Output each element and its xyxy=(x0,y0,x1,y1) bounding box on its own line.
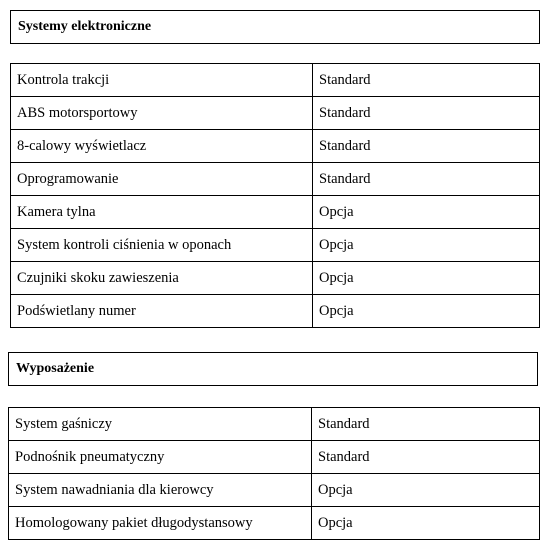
table-row xyxy=(9,441,540,474)
feature-value: Standard xyxy=(312,441,540,474)
feature-value: Opcja xyxy=(313,262,540,295)
feature-value: Standard xyxy=(313,130,540,163)
feature-value: Opcja xyxy=(312,507,540,540)
feature-value: Standard xyxy=(313,64,540,97)
feature-value: Standard xyxy=(313,163,540,196)
table-row xyxy=(11,229,540,262)
feature-name: Kamera tylna xyxy=(11,196,313,229)
feature-name: Kontrola trakcji xyxy=(11,64,313,97)
feature-name: Homologowany pakiet długodystansowy xyxy=(9,507,312,540)
feature-value: Standard xyxy=(312,408,540,441)
electronic-systems-table xyxy=(10,63,540,328)
feature-name: System nawadniania dla kierowcy xyxy=(9,474,312,507)
feature-value: Opcja xyxy=(313,229,540,262)
feature-name: ABS motorsportowy xyxy=(11,97,313,130)
section-title: Wyposażenie xyxy=(16,361,95,376)
feature-value: Opcja xyxy=(312,474,540,507)
feature-name: Czujniki skoku zawieszenia xyxy=(11,262,313,295)
table-row xyxy=(11,97,540,130)
table-row xyxy=(11,262,540,295)
feature-name: 8-calowy wyświetlacz xyxy=(11,130,313,163)
section-title: Systemy elektroniczne xyxy=(18,19,152,34)
equipment-table xyxy=(8,407,540,540)
feature-value: Standard xyxy=(313,97,540,130)
feature-value: Opcja xyxy=(313,295,540,328)
table-row xyxy=(9,507,540,540)
table-row xyxy=(11,130,540,163)
feature-name: System gaśniczy xyxy=(9,408,312,441)
table-row xyxy=(9,474,540,507)
feature-value: Opcja xyxy=(313,196,540,229)
table-row xyxy=(11,196,540,229)
table-row xyxy=(11,163,540,196)
feature-name: Podnośnik pneumatyczny xyxy=(9,441,312,474)
section-header-electronic-systems xyxy=(10,10,540,44)
table-row xyxy=(9,408,540,441)
feature-name: Podświetlany numer xyxy=(11,295,313,328)
table-row xyxy=(11,64,540,97)
feature-name: Oprogramowanie xyxy=(11,163,313,196)
feature-name: System kontroli ciśnienia w oponach xyxy=(11,229,313,262)
section-header-equipment xyxy=(8,352,538,386)
table-row xyxy=(11,295,540,328)
